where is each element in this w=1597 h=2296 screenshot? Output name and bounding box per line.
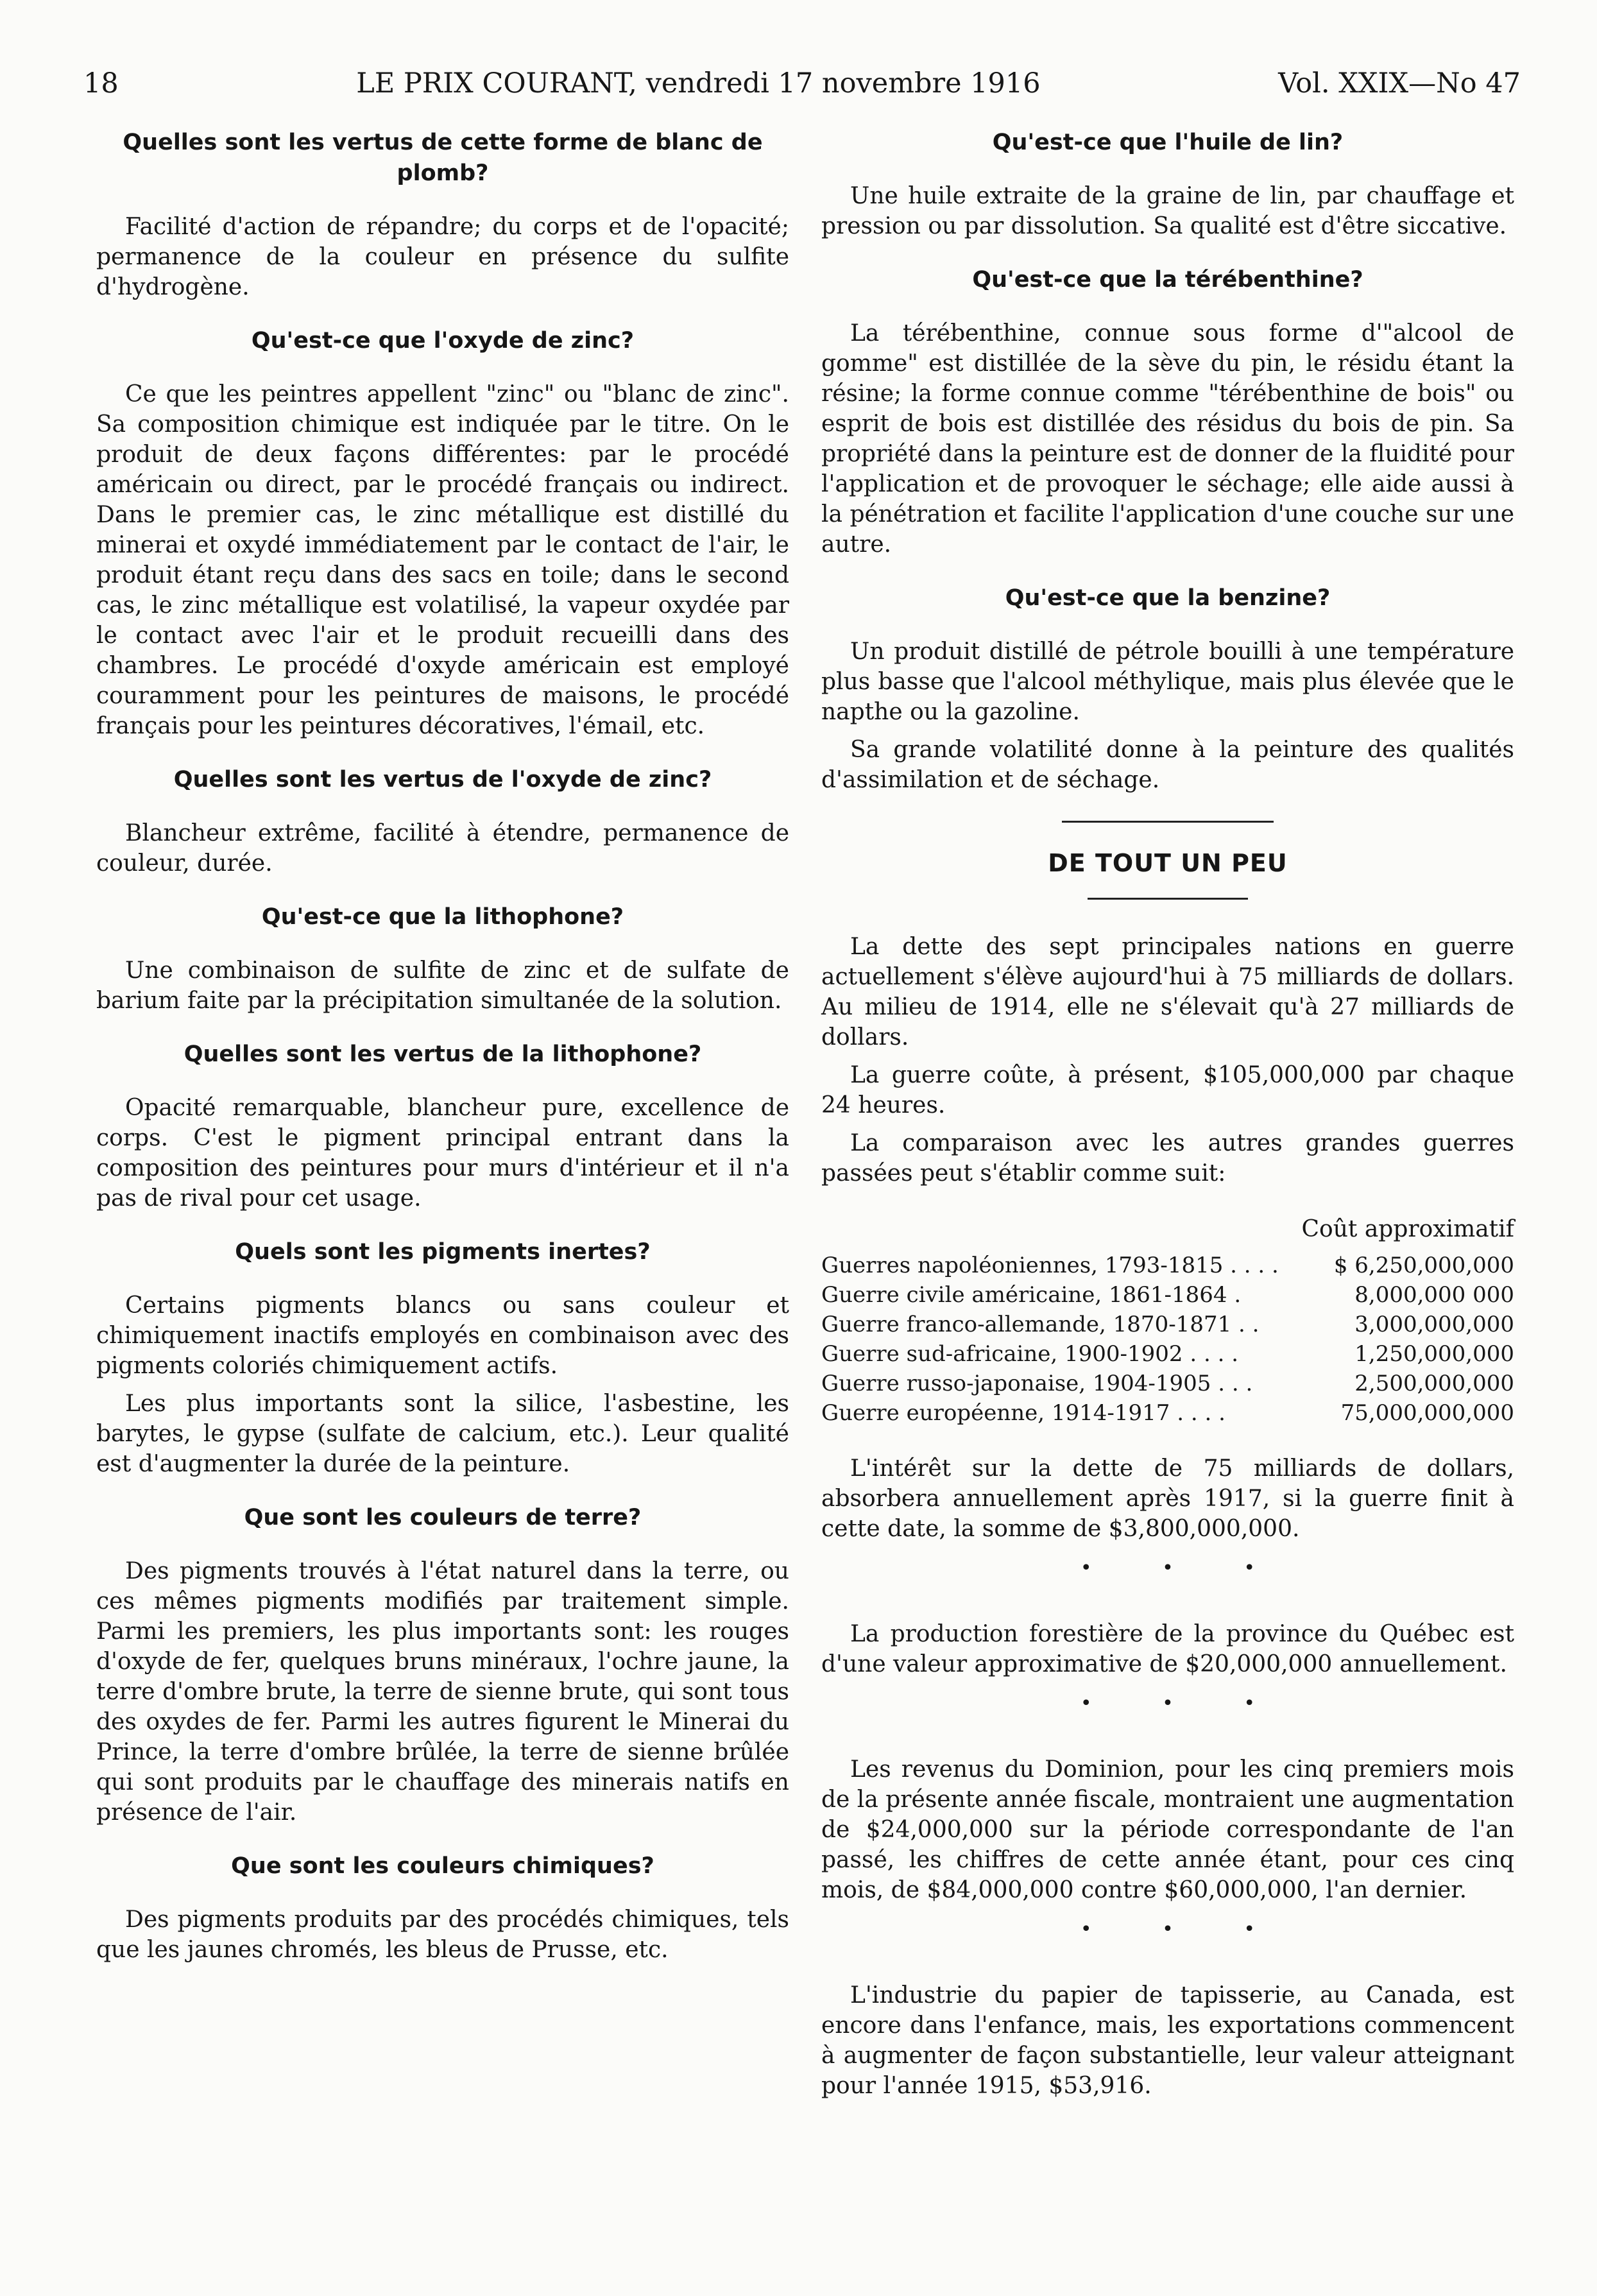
news-paragraph: Les revenus du Dominion, pour les cinq premiers mois de la présente année fiscale, montraient une augmentation de $24,000,000 sur la période correspondante de l'an passé, les chiffres de cette année étant, pour ces cinq mois, de $84,000,000 contre $60,000,000, l'an dernier. [821, 1756, 1514, 1903]
answer-paragraph: Un produit distillé de pétrole bouilli à une température plus basse que l'alcool méthylique, mais plus élevée que le napthe ou la gazoline. [821, 638, 1514, 725]
answer-paragraph: Certains pigments blancs ou sans couleur et chimiquement inactifs employés en combinaison avec des pigments coloriés chimiquement actifs. [96, 1292, 789, 1379]
answer-paragraph: Une huile extraite de la graine de lin, par chauffage et pression ou par dissolution. Sa qualité est d'être siccative. [821, 183, 1514, 239]
question-heading: Qu'est-ce que l'oxyde de zinc? [251, 328, 635, 354]
news-paragraph: La dette des sept principales nations en guerre actuellement s'élève aujourd'hui à 75 milliards de dollars. Au milieu de 1914, elle ne s'élevait qu'à 27 milliards de dollars. [821, 934, 1514, 1050]
news-paragraph: La comparaison avec les autres grandes guerres passées peut s'établir comme suit: [821, 1130, 1514, 1187]
question-heading: Qu'est-ce que la benzine? [1005, 585, 1331, 611]
war-cost: 3,000,000,000 [1354, 1312, 1514, 1337]
page-number: 18 [83, 67, 119, 99]
left-column [96, 122, 789, 1973]
table-row [821, 1280, 1514, 1310]
war-name: Guerres napoléoniennes, 1793-1815 . . . . [821, 1253, 1279, 1278]
answer-paragraph: Blancheur extrême, facilité à étendre, permanence de couleur, durée. [96, 820, 789, 877]
question-heading: Quelles sont les vertus de la lithophone? [184, 1041, 702, 1067]
news-paragraph: La production forestière de la province du Québec est d'une valeur approximative de $20,000,000 annuellement. [821, 1621, 1514, 1677]
answer-paragraph: La térébenthine, connue sous forme d'"alcool de gomme" est distillée de la sève du pin, le résidu étant la résine; la forme connue comme "térébenthine de bois" ou esprit de bois est distillée des résidus du bois de pin. Sa propriété dans la peinture est de donner de la fluidité pour l'application et de provoquer le séchage; elle aide aussi à la pénétration et facilite l'application d'une couche sur une autre. [821, 320, 1514, 558]
question-heading: Quelles sont les vertus de cette forme de blanc de plomb? [123, 130, 763, 186]
question-heading: Que sont les couleurs chimiques? [231, 1853, 654, 1879]
answer-paragraph: Des pigments trouvés à l'état naturel dans la terre, ou ces mêmes pigments modifiés par traitement simple. Parmi les premiers, les plus importants sont: les rouges d'oxyde de fer, quelques bruns minéraux, l'ochre jaune, la terre d'ombre brute, la terre de sienne brute, qui sont tous des oxydes de fer. Parmi les autres figurent le Minerai du Prince, la terre d'ombre brûlée, la terre de sienne brûlée qui sont produits par le chauffage des minerais natifs en présence de l'air. [96, 1558, 789, 1826]
page-header [83, 61, 1521, 106]
separator-dots: • • • [1080, 1692, 1288, 1715]
table-row [821, 1310, 1514, 1339]
war-name: Guerre russo-japonaise, 1904-1905 . . . [821, 1371, 1253, 1396]
section-divider [1062, 821, 1274, 823]
cost-column-heading: Coût approximatif [1301, 1216, 1514, 1242]
question-heading: Que sont les couleurs de terre? [244, 1505, 642, 1530]
answer-paragraph: Sa grande volatilité donne à la peinture des qualités d'assimilation et de séchage. [821, 737, 1514, 793]
volume-number: Vol. XXIX—No 47 [1278, 67, 1521, 99]
answer-paragraph: Les plus importants sont la silice, l'asbestine, les barytes, le gypse (sulfate de calcium, etc.). Leur qualité est d'augmenter la durée de la peinture. [96, 1391, 789, 1477]
right-column [821, 122, 1514, 2109]
answer-paragraph: Des pigments produits par des procédés chimiques, tels que les jaunes chromés, les bleus de Prusse, etc. [96, 1906, 789, 1963]
war-name: Guerre sud-africaine, 1900-1902 . . . . [821, 1341, 1239, 1367]
answer-paragraph: Opacité remarquable, blancheur pure, excellence de corps. C'est le pigment principal entrant dans la composition des peintures pour murs d'intérieur et il n'a pas de rival pour cet usage. [96, 1095, 789, 1212]
war-name: Guerre franco-allemande, 1870-1871 . . [821, 1312, 1260, 1337]
news-paragraph: L'industrie du papier de tapisserie, au Canada, est encore dans l'enfance, mais, les exportations commencent à augmenter de façon substantielle, leur valeur atteignant pour l'année 1915, $53,916. [821, 1982, 1514, 2099]
war-cost: $ 6,250,000,000 [1333, 1253, 1514, 1278]
section-divider [1088, 898, 1248, 900]
table-row [821, 1398, 1514, 1428]
separator-dots: • • • [1080, 1557, 1288, 1579]
question-heading: Qu'est-ce que la térébenthine? [972, 267, 1363, 293]
separator-dots: • • • [1080, 1918, 1288, 1940]
war-cost: 1,250,000,000 [1354, 1341, 1514, 1367]
table-row [821, 1251, 1514, 1280]
question-heading: Qu'est-ce que la lithophone? [261, 904, 624, 930]
news-paragraph: La guerre coûte, à présent, $105,000,000 par chaque 24 heures. [821, 1062, 1514, 1118]
war-cost: 8,000,000 000 [1354, 1282, 1514, 1308]
answer-paragraph: Ce que les peintres appellent "zinc" ou "blanc de zinc". Sa composition chimique est indiquée par le titre. On le produit de deux façons différentes: par le procédé américain ou direct, par le procédé français ou indirect. Dans le premier cas, le zinc métallique est distillé du minerai et oxydé immédiatement par le contact de l'air, le produit étant reçu dans des sacs en toile; dans le second cas, le zinc métallique est volatilisé, la vapeur oxydée par le contact avec l'air et le produit recueilli dans des chambres. Le procédé d'oxyde américain est employé couramment pour les peintures de maisons, le procédé français pour les peintures décoratives, l'émail, etc. [96, 381, 789, 739]
question-heading: Quelles sont les vertus de l'oxyde de zinc? [173, 767, 712, 792]
war-cost-table [821, 1251, 1514, 1428]
war-cost: 2,500,000,000 [1354, 1371, 1514, 1396]
war-name: Guerre civile américaine, 1861-1864 . [821, 1282, 1242, 1308]
publication-title: LE PRIX COURANT, vendredi 17 novembre 1916 [356, 67, 1041, 99]
war-cost: 75,000,000,000 [1340, 1400, 1514, 1426]
news-paragraph: L'intérêt sur la dette de 75 milliards de dollars, absorbera annuellement après 1917, si la guerre finit à cette date, la somme de $3,800,000,000. [821, 1455, 1514, 1542]
question-heading: Qu'est-ce que l'huile de lin? [992, 130, 1344, 155]
table-row [821, 1339, 1514, 1369]
table-row [821, 1369, 1514, 1398]
answer-paragraph: Facilité d'action de répandre; du corps et de l'opacité; permanence de la couleur en présence du sulfite d'hydrogène. [96, 214, 789, 300]
war-name: Guerre européenne, 1914-1917 . . . . [821, 1400, 1226, 1426]
question-heading: Quels sont les pigments inertes? [235, 1239, 651, 1265]
section-title: DE TOUT UN PEU [1048, 849, 1288, 877]
answer-paragraph: Une combinaison de sulfite de zinc et de sulfate de barium faite par la précipitation simultanée de la solution. [96, 957, 789, 1014]
